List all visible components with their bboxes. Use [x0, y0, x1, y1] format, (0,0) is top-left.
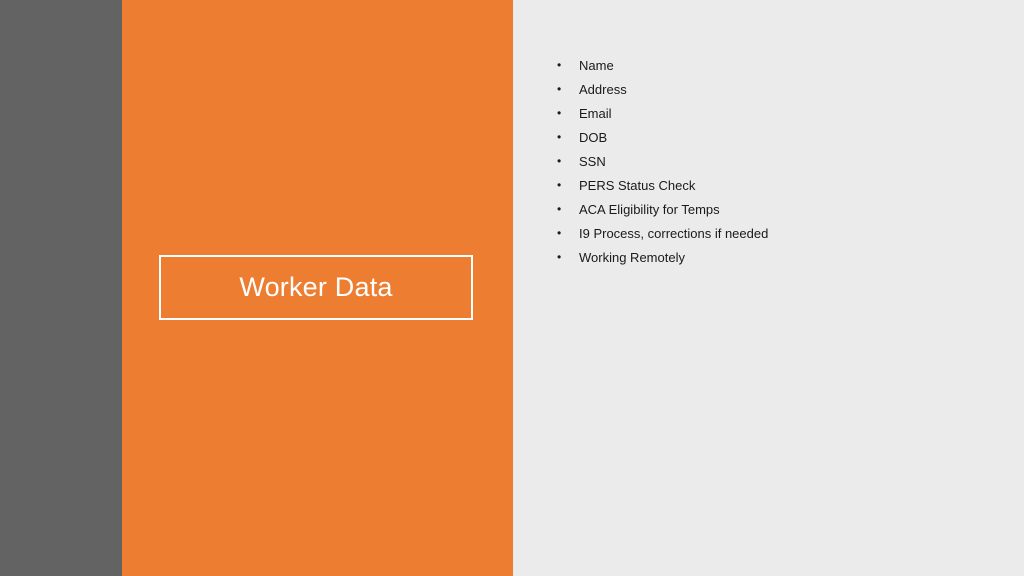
list-item-text: SSN: [579, 153, 606, 169]
bullet-marker: •: [557, 106, 562, 120]
list-item: [557, 197, 768, 221]
list-item-text: Name: [579, 57, 614, 73]
list-item: [557, 53, 768, 77]
list-item: [557, 221, 768, 245]
list-item: [557, 149, 768, 173]
bullet-marker: •: [557, 226, 562, 240]
list-item-text: Address: [579, 81, 627, 97]
side-band: [0, 0, 122, 576]
bullet-list: [557, 53, 768, 269]
list-item-text: PERS Status Check: [579, 177, 696, 193]
list-item-text: DOB: [579, 129, 608, 145]
list-item: [557, 125, 768, 149]
list-item-text: ACA Eligibility for Temps: [579, 201, 720, 217]
bullet-marker: •: [557, 154, 562, 168]
list-item-text: Email: [579, 105, 612, 121]
list-item: [557, 77, 768, 101]
list-item: [557, 245, 768, 269]
bullet-marker: •: [557, 202, 562, 216]
bullet-marker: •: [557, 178, 562, 192]
slide-title: Worker Data: [239, 272, 393, 302]
bullet-marker: •: [557, 250, 562, 264]
bullet-marker: •: [557, 58, 562, 72]
list-item-text: Working Remotely: [579, 249, 685, 265]
list-item: [557, 101, 768, 125]
bullet-marker: •: [557, 130, 562, 144]
title-frame: [159, 255, 473, 320]
bullet-marker: •: [557, 82, 562, 96]
list-item-text: I9 Process, corrections if needed: [579, 225, 769, 241]
list-item: [557, 173, 768, 197]
